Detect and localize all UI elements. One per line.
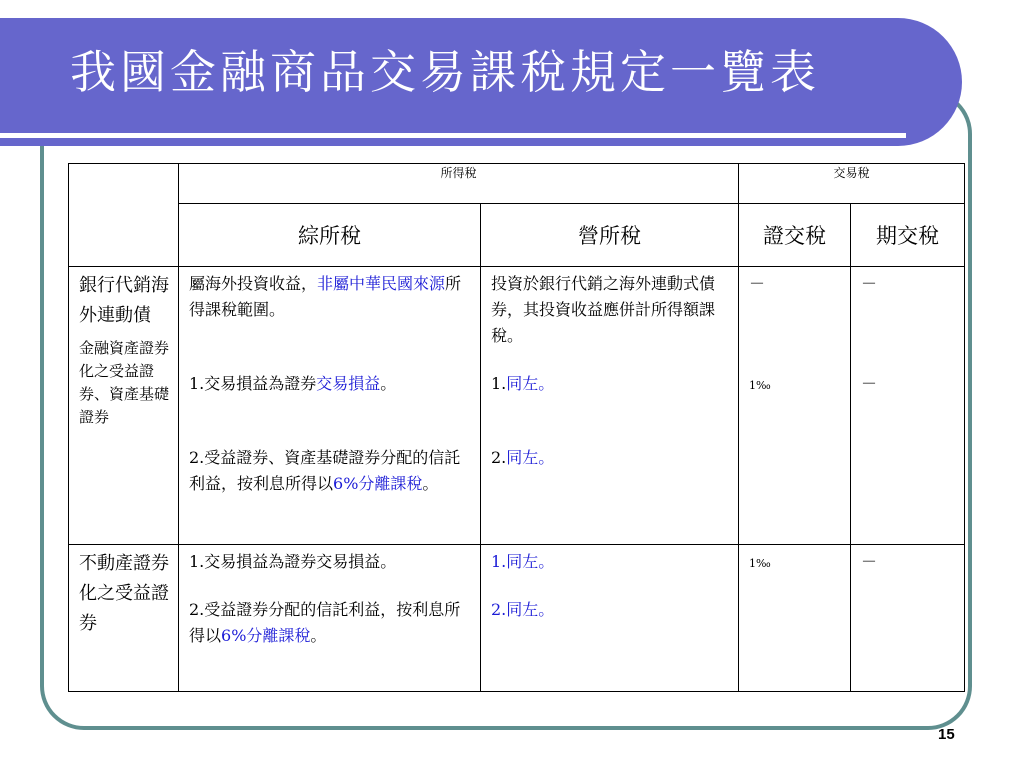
header-empty-cell	[69, 164, 179, 267]
real-estate-item2-tail: 。	[310, 626, 327, 645]
asset-sec-business-item2: 同左。	[506, 448, 555, 467]
real-estate-securities-tax: 1‰	[749, 557, 771, 570]
securities-tax-cell	[739, 545, 851, 692]
asset-sec-item1-tail: 。	[380, 374, 397, 393]
table-header-row-1	[69, 164, 965, 204]
slide-title: 我國金融商品交易課稅規定一覽表	[70, 45, 820, 99]
row-label-linked-bonds: 銀行代銷海外連動債	[79, 275, 169, 326]
asset-sec-business-item1: 同左。	[506, 374, 555, 393]
asset-sec-business-item1-num: 1.	[491, 374, 507, 393]
asset-sec-item2-text: 2.受益證券、資產基礎證券分配的信託利益，按利息所得以	[189, 448, 461, 493]
real-estate-item1: 1.交易損益為證券交易損益。	[189, 552, 397, 571]
linked-bonds-comprehensive-text: 屬海外投資收益，	[189, 274, 318, 293]
business-tax-cell	[481, 267, 739, 545]
row-label-cell	[69, 545, 179, 692]
linked-bonds-non-domestic-source: 非屬中華民國來源	[317, 274, 446, 293]
asset-sec-item2-tail: 。	[422, 474, 439, 493]
asset-sec-futures-tax: －	[861, 374, 878, 393]
futures-tax-cell	[851, 545, 965, 692]
asset-sec-item1-text: 1.交易損益為證券	[189, 374, 317, 393]
asset-sec-item1-highlight: 交易損益	[316, 374, 381, 393]
header-transaction-tax: 交易稅	[739, 164, 965, 204]
asset-sec-business-item2-num: 2.	[491, 448, 507, 467]
header-business-income-tax: 營所稅	[481, 204, 739, 267]
header-futures-transaction-tax: 期交稅	[851, 204, 965, 267]
table-header-row-2	[69, 204, 965, 267]
real-estate-futures-tax: －	[861, 552, 878, 571]
linked-bonds-business-text: 投資於銀行代銷之海外連動式債券，其投資收益應併計所得額課稅。	[491, 274, 716, 345]
comprehensive-tax-cell	[179, 545, 481, 692]
tax-table	[68, 163, 965, 692]
comprehensive-tax-cell	[179, 267, 481, 545]
futures-tax-cell	[851, 267, 965, 545]
business-tax-cell	[481, 545, 739, 692]
header-securities-transaction-tax: 證交稅	[739, 204, 851, 267]
real-estate-item2-text: 2.受益證券分配的信託利益，按利息所得以	[189, 600, 461, 645]
header-comprehensive-income-tax: 綜所稅	[179, 204, 481, 267]
real-estate-business-item2: 2.同左。	[491, 600, 555, 619]
header-income-tax: 所得稅	[179, 164, 739, 204]
table-row	[69, 267, 965, 545]
linked-bonds-futures-tax: －	[861, 274, 878, 293]
asset-sec-item2-highlight: 6%分離課稅	[333, 474, 423, 493]
linked-bonds-securities-tax: －	[749, 274, 766, 293]
asset-sec-securities-tax: 1‰	[749, 379, 771, 392]
securities-tax-cell	[739, 267, 851, 545]
page-number: 15	[938, 726, 955, 743]
row-label-asset-securitization: 金融資產證券化之受益證券、資產基礎證券	[79, 339, 170, 426]
row-label-cell	[69, 267, 179, 545]
linked-bonds-comprehensive-tail: 所得課稅範圍。	[189, 274, 462, 319]
title-underline	[0, 133, 906, 138]
row-label-real-estate: 不動產證券化之受益證券	[79, 553, 169, 634]
table-row	[69, 545, 965, 692]
real-estate-business-item1: 1.同左。	[491, 552, 555, 571]
real-estate-item2-highlight: 6%分離課稅	[221, 626, 311, 645]
